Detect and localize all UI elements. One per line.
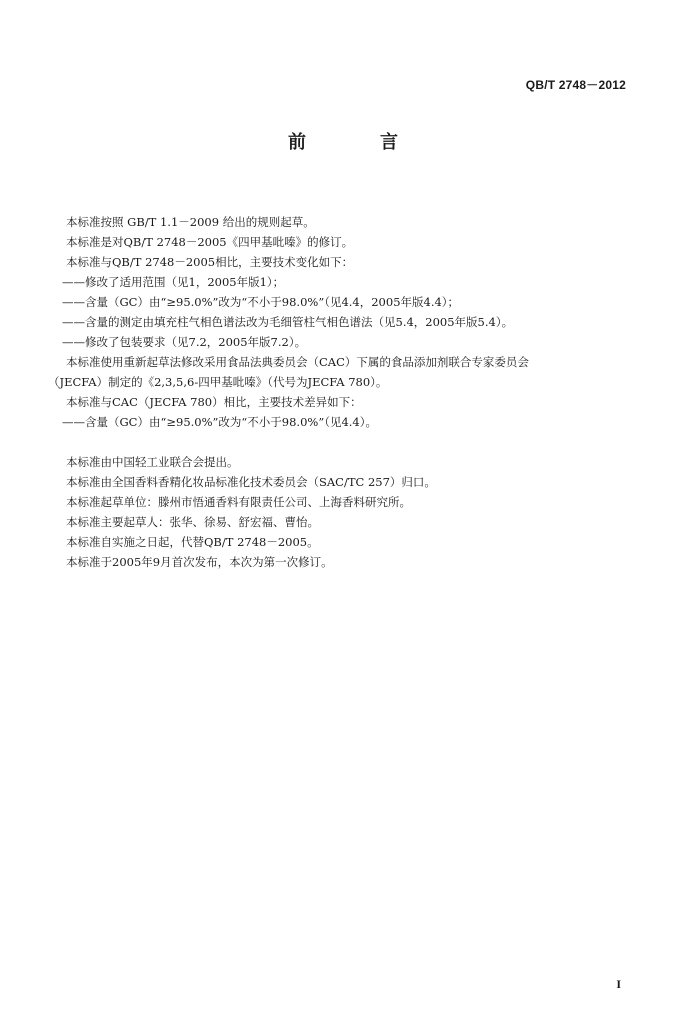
proposed-by-line: 本标准由中国轻工业联合会提出。 bbox=[66, 455, 239, 469]
intro-line-revision-of: 本标准是对QB/T 2748－2005《四甲基吡嗪》的修订。 bbox=[66, 235, 354, 249]
replaces-line: 本标准自实施之日起，代替QB/T 2748－2005。 bbox=[66, 535, 319, 549]
drafting-units-line: 本标准起草单位：滕州市悟通香料有限责任公司、上海香料研究所。 bbox=[66, 495, 411, 509]
change-item-content: ——含量（GC）由“≥95.0%”改为“不小于98.0%”（见4.4，2005年版4.4）； bbox=[62, 295, 460, 309]
change-item-packaging: ——修改了包装要求（见7.2，2005年版7.2）。 bbox=[62, 335, 307, 349]
adoption-line-2: （JECFA）制定的《2,3,5,6-四甲基吡嗪》（代号为JECFA 780）。 bbox=[48, 375, 388, 389]
adoption-line-1: 本标准使用重新起草法修改采用食品法典委员会（CAC）下属的食品添加剂联合专家委员会 bbox=[66, 355, 529, 369]
page-title: 前 言 bbox=[288, 132, 426, 153]
publication-history-line: 本标准于2005年9月首次发布，本次为第一次修订。 bbox=[66, 555, 333, 569]
intro-line-drafting-rules: 本标准按照 GB/T 1.1－2009 给出的规则起草。 bbox=[66, 215, 315, 229]
intro-line-changes-heading: 本标准与QB/T 2748－2005相比，主要技术变化如下： bbox=[66, 255, 354, 269]
change-item-measurement: ——含量的测定由填充柱气相色谱法改为毛细管柱气相色谱法（见5.4，2005年版5.4）。 bbox=[62, 315, 514, 329]
centralized-by-line: 本标准由全国香料香精化妆品标准化技术委员会（SAC/TC 257）归口。 bbox=[66, 475, 436, 489]
drafters-line: 本标准主要起草人：张华、徐易、舒宏福、曹怡。 bbox=[66, 515, 319, 529]
change-item-scope: ——修改了适用范围（见1，2005年版1）； bbox=[62, 275, 285, 289]
difference-item-content: ——含量（GC）由“≥95.0%”改为“不小于98.0%”（见4.4）。 bbox=[62, 415, 377, 429]
difference-heading: 本标准与CAC（JECFA 780）相比，主要技术差异如下： bbox=[66, 395, 362, 409]
page-number: I bbox=[616, 977, 621, 991]
standard-code: QB/T 2748－2012 bbox=[525, 78, 626, 92]
